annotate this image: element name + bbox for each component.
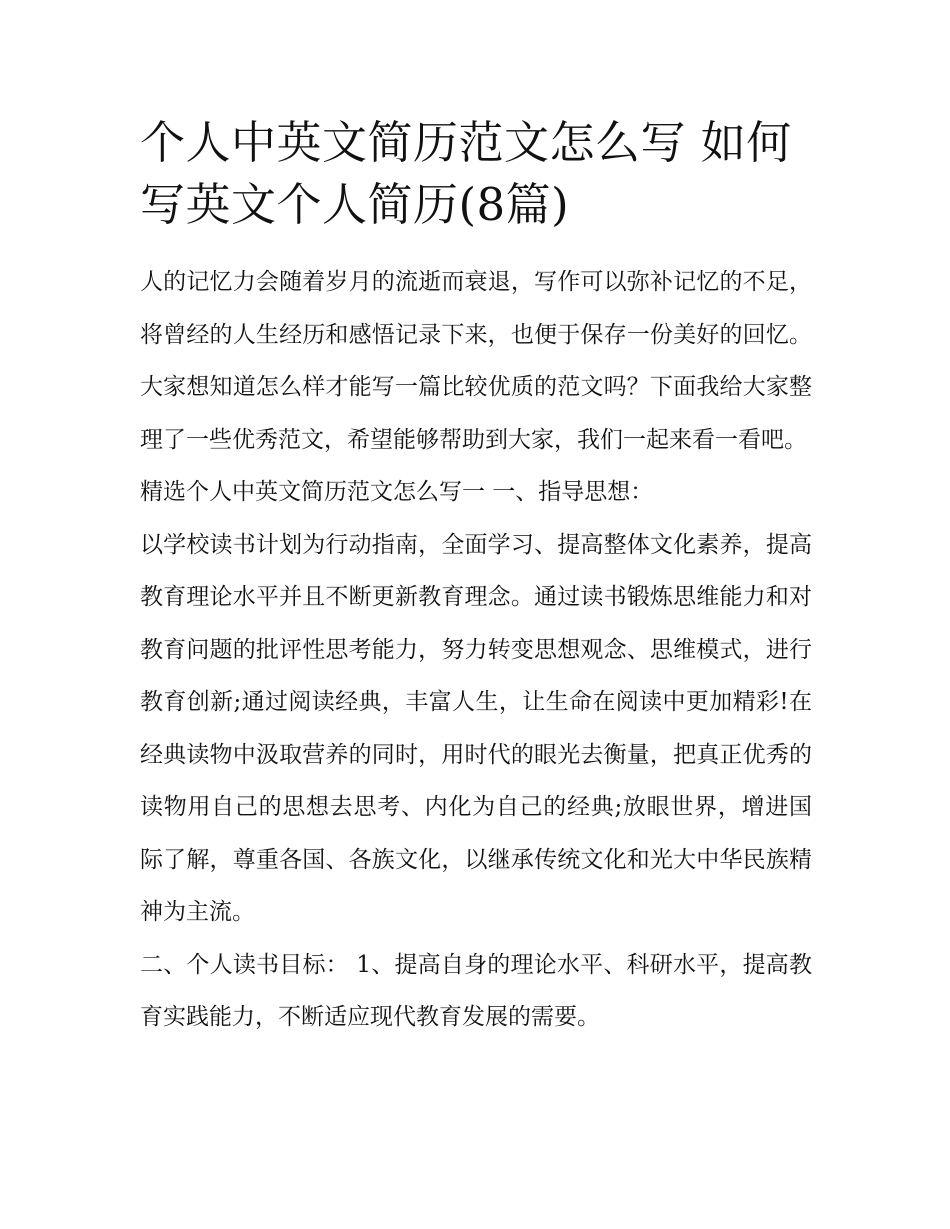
reading-goals-paragraph: 二、个人读书目标： 1、提高自身的理论水平、科研水平，提高教育实践能力，不断适应现代教育发展的需要。 [140,951,812,1030]
guiding-ideology-paragraph: 以学校读书计划为行动指南，全面学习、提高整体文化素养，提高教育理论水平并且不断更新教育理念。通过读书锻炼思维能力和对教育问题的批评性思考能力，努力转变思想观念、思维模式，进行教育创新;通过阅读经典，丰富人生，让生命在阅读中更加精彩!在经典读物中汲取营养的同时，用时代的眼光去衡量，把真正优秀的读物用自己的思想去思考、内化为自己的经典;放眼世界，增进国际了解，尊重各国、各族文化，以继承传统文化和光大中华民族精神为主流。 [140,531,812,925]
document-body [140,112,812,1044]
section-heading-guiding-ideology: 精选个人中英文简历范文怎么写一 一、指导思想： [140,479,654,505]
intro-paragraph: 人的记忆力会随着岁月的流逝而衰退，写作可以弥补记忆的不足，将曾经的人生经历和感悟记录下来，也便于保存一份美好的回忆。大家想知道怎么样才能写一篇比较优质的范文吗？下面我给大家整理了一些优秀范文，希望能够帮助到大家，我们一起来看一看吧。 [140,269,812,453]
document-title: 个人中英文简历范文怎么写 如何写英文个人简历(8篇) [140,116,792,231]
